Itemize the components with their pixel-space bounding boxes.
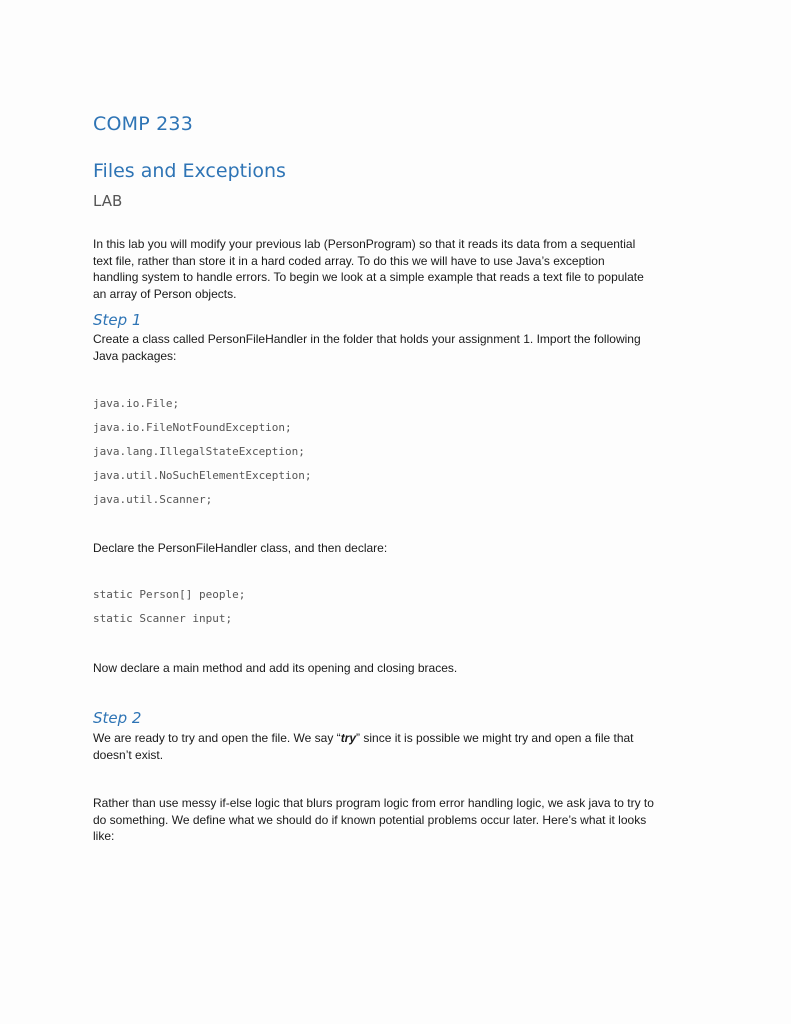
declaration-line: static Scanner input; bbox=[93, 612, 233, 625]
intro-paragraph bbox=[93, 236, 703, 302]
step1-heading: Step 1 bbox=[93, 311, 142, 329]
step2-heading: Step 2 bbox=[93, 709, 142, 727]
import-line: java.lang.IllegalStateException; bbox=[93, 445, 305, 458]
declaration-line: static Person[] people; bbox=[93, 588, 246, 601]
step1-line: Java packages: bbox=[93, 348, 177, 363]
try-emphasis: try bbox=[340, 731, 357, 745]
step2-paragraph bbox=[93, 730, 703, 763]
intro-line: an array of Person objects. bbox=[93, 286, 237, 301]
step2-line bbox=[93, 730, 703, 747]
import-line: java.util.Scanner; bbox=[93, 493, 213, 506]
import-line: java.io.FileNotFoundException; bbox=[93, 421, 292, 434]
step1-paragraph bbox=[93, 331, 703, 364]
step2-line: doesn’t exist. bbox=[93, 747, 164, 762]
step2b-line: Rather than use messy if-else logic that blurs program logic from error handling logic, we ask java to try to bbox=[93, 796, 654, 810]
intro-line: In this lab you will modify your previous lab (PersonProgram) so that it reads its data from a sequential bbox=[93, 237, 636, 251]
document-title: Files and Exceptions bbox=[93, 160, 286, 182]
intro-line: text file, rather than store it in a hard coded array. To do this we will have to use Java’s exception bbox=[93, 253, 605, 268]
main-method-instruction: Now declare a main method and add its opening and closing braces. bbox=[93, 661, 458, 675]
declare-instruction: Declare the PersonFileHandler class, and then declare: bbox=[93, 541, 388, 555]
step1-line: Create a class called PersonFileHandler in the folder that holds your assignment 1. Import the following bbox=[93, 332, 641, 346]
step2-text: ” since it is possible we might try and open a file that bbox=[356, 731, 634, 745]
import-line: java.io.File; bbox=[93, 397, 180, 410]
step2-text: We are ready to try and open the file. We say “ bbox=[93, 731, 341, 745]
step2b-line: like: bbox=[93, 829, 115, 843]
step2b-line: do something. We define what we should do if known potential problems occur later. Here’s what it looks bbox=[93, 812, 647, 827]
step2-paragraph-b bbox=[93, 795, 703, 845]
intro-line: handling system to handle errors. To begin we look at a simple example that reads a text file to populate bbox=[93, 270, 644, 284]
course-heading: COMP 233 bbox=[93, 113, 193, 135]
document-subtitle: LAB bbox=[93, 192, 123, 210]
import-line: java.util.NoSuchElementException; bbox=[93, 469, 312, 482]
